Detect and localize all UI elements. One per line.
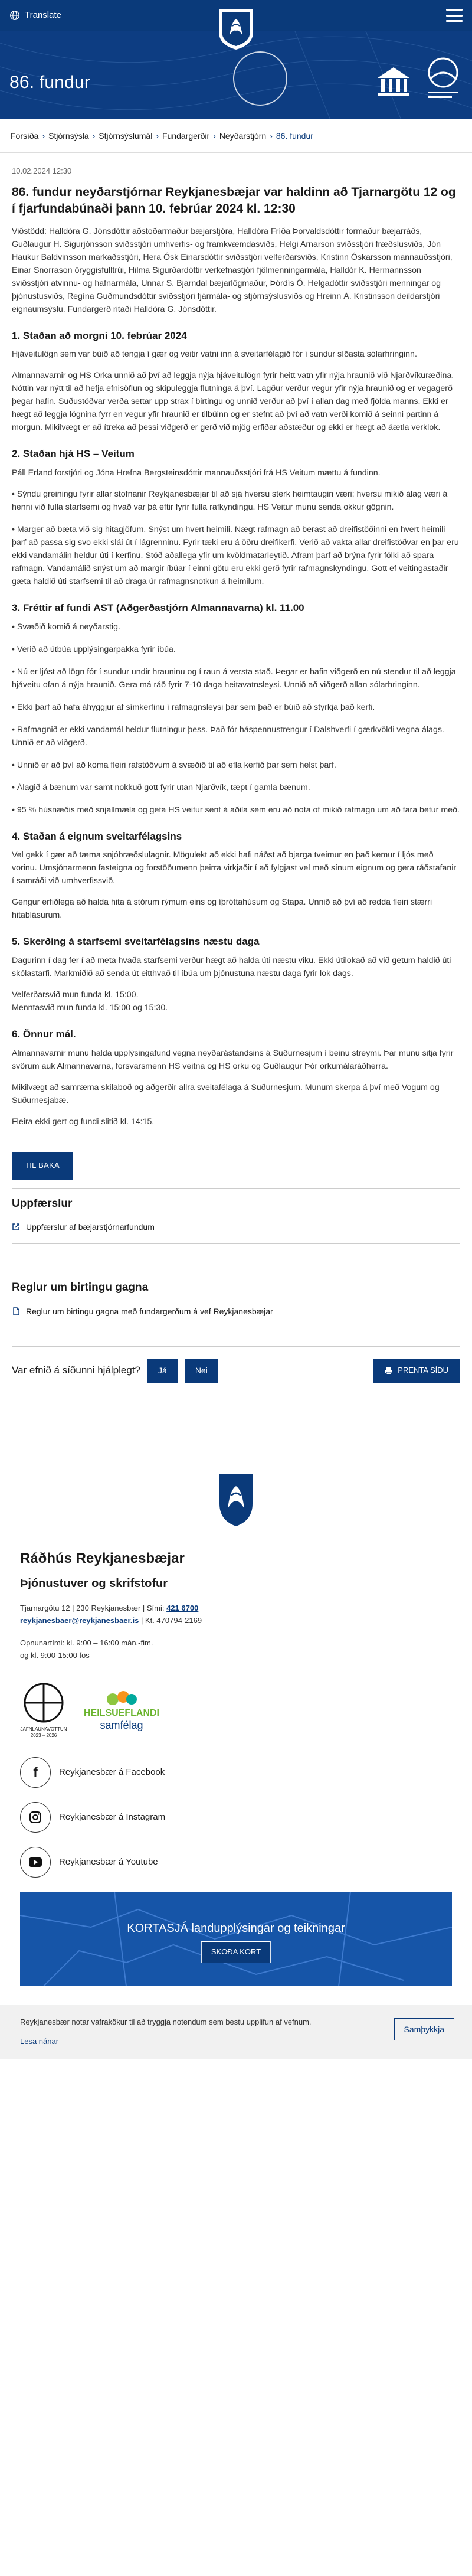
section-5-text: Dagurinn í dag fer í að meta hvaða starfsemi verður hægt að halda úti næstu viku. Ekki útilokað að við getum haldið úti skólastarfi. Markmiðið að senda út eitthvað til íbúa um þjónustuna næstu daga fyrir lok dags. — [12, 956, 451, 979]
geopark-badge — [233, 51, 287, 106]
footer-hours — [20, 1637, 452, 1662]
heilsueflandi-logo — [84, 1689, 159, 1733]
breadcrumb-home[interactable]: Forsíða — [11, 131, 39, 141]
section-3-list — [12, 621, 460, 817]
breadcrumb-separator: › — [156, 131, 159, 141]
cookie-text: Reykjanesbær notar vafrakökur til að tryggja notendum sem bestu upplifun af vefnum. — [20, 2017, 312, 2026]
breadcrumb-separator: › — [270, 131, 273, 141]
footer-title: Ráðhús Reykjanesbæjar — [20, 1550, 185, 1567]
section-2-text: Páll Erland forstjóri og Jóna Hrefna Bergsteinsdóttir mannauðsstjóri frá HS Veitum mættu á fundinn. — [12, 468, 381, 478]
map-view-button[interactable]: SKOÐA KORT — [201, 1941, 271, 1963]
breadcrumb-separator: › — [92, 131, 96, 141]
section-6-text: Almannavarnir munu halda upplýsingafund vegna neyðarástandsins á Suðurnesjum í beinu streymi. Þar munu sitja fyrir svörum auk Almannavarna, forsvarsmenn HS veitna og HS orku og Guðlaugur Þór orkumálaráðherra. — [12, 1048, 454, 1071]
breadcrumb-separator: › — [42, 131, 45, 141]
breadcrumb-neydarstjorn[interactable]: Neyðarstjórn — [219, 131, 267, 141]
instagram-icon — [20, 1802, 51, 1833]
breadcrumb-separator: › — [213, 131, 216, 141]
footer-contact — [20, 1602, 452, 1627]
section-6-text: Mikilvægt að samræma skilaboð og aðgerðir allra sveitafélaga á Suðurnesjum. Munum skerpa á því með Vogum og Suðurnesjabæ. — [12, 1082, 440, 1105]
heilsueflandi-icon — [101, 1689, 142, 1706]
list-item: • Ekki þarf að hafa áhyggjur af símkerfinu í rafmagnsleysi þar sem það er búið að styrkja það kerfi. — [12, 702, 375, 712]
list-item: • Svæðið komið á neyðarstig. — [12, 622, 120, 632]
cookie-read-more[interactable]: Lesa nánar — [20, 2036, 59, 2046]
footer-kt: | Kt. 470794-2169 — [139, 1616, 202, 1625]
article-date: 10.02.2024 12:30 — [12, 166, 72, 176]
jafnlauna-label: JAFNLAUNAVOTTUN 2023 – 2026 — [20, 1726, 67, 1739]
print-label: PRENTA SÍÐU — [398, 1366, 448, 1375]
cookie-banner — [0, 2005, 472, 2059]
reykjanesbaer-crest-icon — [217, 1472, 255, 1529]
unesco-temple-icon — [373, 60, 414, 102]
section-4-text: Gengur erfiðlega að halda hita á stórum rýmum eins og íþróttahúsum og Stapa. Unnið að því að redda fleiri stærri hitablásurum. — [12, 897, 432, 920]
section-6-heading: 6. Önnur mál. — [12, 1029, 76, 1040]
heilsueflandi-sub: samfélag — [100, 1719, 143, 1731]
top-bar — [0, 0, 472, 31]
feedback-bar — [12, 1346, 460, 1395]
translate-button[interactable] — [9, 9, 61, 22]
reykjanesbaer-logo[interactable] — [218, 8, 254, 51]
breadcrumb-stjornsysla[interactable]: Stjórnsýsla — [48, 131, 89, 141]
rules-heading: Reglur um birtingu gagna — [12, 1281, 149, 1294]
footer-address: Tjarnargötu 12 | 230 Reykjanesbær | Sími: — [20, 1603, 167, 1612]
updates-link[interactable] — [12, 1221, 460, 1244]
footer-subtitle: Þjónustuver og skrifstofur — [20, 1576, 168, 1590]
feedback-question: Var efnið á síðunni hjálplegt? — [12, 1364, 141, 1376]
breadcrumb-stjornsyslumal[interactable]: Stjórnsýslumál — [99, 131, 153, 141]
youtube-label: Reykjanesbær á Youtube — [59, 1856, 158, 1867]
facebook-label: Reykjanesbær á Facebook — [59, 1767, 165, 1777]
list-item: • 95 % húsnæðis með snjallmæla og geta HS veitur sent á aðila sem eru að nota of mikið rafmagn um að fara betur með. — [12, 805, 460, 815]
feedback-no-button[interactable]: Nei — [185, 1359, 218, 1382]
attendees-text: Viðstödd: Halldóra G. Jónsdóttir aðstoðarmaður bæjarstjóra, Halldóra Fríða Þorvaldsdóttir formaður bæjarráðs, Guðlaugur H. Sigurjónsson sviðsstjóri umhverfis- og framkvæmdasviðs, Helgi Arnarson sviðsstjóri fræðslusviðs, Jón Haukur Baldvinsson markaðsstjóri, Hera Ósk Einarsdóttir sviðsstjóri velferðarsviðs, Kristinn Óskarsson mannauðsstjóri, Einar Snorrason öryggisfulltrúi, Hilma Sigurðardóttir verkefnastjóri fjölmenningarmála, Halldór K. Hermannsson sviðsstjóri atvinnu- og hafnarmála, Unnar S. Bjarndal bæjarlögmaður, Þórdís Ó. Helgadóttir sviðsstjóri menningar og þjónustusviðs, Regína Guðmundsdóttir sviðsstjóri fjármála- og stjórnsýslusviðs og Hreinn Á. Kristinsson deildarstjóri eignaumsýslu. Fundargerð ritaði Halldóra G. Jónsdóttir. — [12, 226, 453, 314]
global-geopark-icon — [422, 55, 464, 107]
unesco-logos — [373, 55, 464, 107]
list-item: • Nú er ljóst að lögn fór í sundur undir hrauninu og í raun á versta stað. Þegar er hafin viðgerð en nú stendur til að leggja hjáveitu ofan á nýja hraunið. Gera má ráð fyrir 7-10 daga heitavatnsleysi. Unnið að viðgerð allan sólarhringinn. — [12, 667, 456, 690]
list-item: • Verið að útbúa upplýsingarpakka fyrir íbúa. — [12, 644, 176, 654]
heilsueflandi-label: HEILSUEFLANDI — [84, 1707, 159, 1718]
article-title: 86. fundur neyðarstjórnar Reykjanesbæjar var haldinn að Tjarnargötu 12 og í fjarfundabúnaði þann 10. febrúar 2024 kl. 12:30 — [12, 185, 456, 216]
breadcrumb-current[interactable]: 86. fundur — [276, 131, 313, 141]
list-item: • Rafmagnið er ekki vandamál heldur flutningur þess. Það fór háspennustrengur í Dalshverfi í gærkvöldi vegna álags. Unnið er að viðgerð. — [12, 724, 444, 747]
jafnlauna-icon — [23, 1682, 64, 1723]
back-button[interactable]: TIL BAKA — [12, 1152, 73, 1180]
jafnlaunavottun-logo — [20, 1682, 67, 1739]
page-title: 86. fundur — [9, 73, 91, 92]
section-5-meetings: Velferðarsvið mun funda kl. 15:00. Menntasvið mun funda kl. 15:00 og 15:30. — [12, 990, 168, 1013]
breadcrumb — [0, 119, 472, 153]
rules-link-label: Reglur um birtingu gagna með fundargerðum á vef Reykjanesbæjar — [26, 1306, 273, 1316]
facebook-icon: f — [20, 1757, 51, 1788]
footer-hours-1: Opnunartími: kl. 9:00 – 16:00 mán.-fim. — [20, 1638, 153, 1647]
youtube-link[interactable] — [20, 1847, 452, 1878]
globe-icon — [9, 10, 20, 21]
section-5-heading: 5. Skerðing á starfsemi sveitarfélagsins næstu daga — [12, 936, 260, 948]
section-3-heading: 3. Fréttir af fundi AST (Aðgerðastjórn Almannavarna) kl. 11.00 — [12, 602, 304, 614]
list-item: • Marger að bæta við sig hitagjöfum. Snýst um hvert heimili. Nægt rafmagn að berast að dreifistöðinni en hvert heimili þarf að passa sig svo ekki slái út í lágrenninu. Fyrir tæki eru á öðru dreifikerfi. Verið að vakta allar dreifistöðvar en þar eru ekki vandamálin heldur úti í kerfinu. Stóð aðallega yfir um kvöldmatarleytið. Áfram þarf að brýna fyrir fólki að spara rafmagn. Vandamálið snýst um að margir íbúar í einni götu eru ekki gerð fyrir rafmagnskyndingu. Gott ef veitingastaðir gæta haldið úti starfsemi til að draga úr rafmagnsnotkun á heimilum. — [12, 525, 459, 587]
footer-phone[interactable]: 421 6700 — [166, 1603, 199, 1612]
map-banner[interactable] — [20, 1892, 452, 1986]
section-2-heading: 2. Staðan hjá HS – Veitum — [12, 448, 135, 460]
section-1-text: Hjáveitulögn sem var búið að tengja í gær og veitir vatni inn á sveitarfélagið fór í sundur síðasta sólarhringinn. — [12, 350, 417, 360]
section-4-heading: 4. Staðan á eignum sveitarfélagsins — [12, 830, 182, 842]
document-icon — [12, 1307, 20, 1315]
section-4-text: Vel gekk í gær að tæma snjóbræðslulagnir. Mögulekt að ekki hafi náðst að bjarga tveimur en það kemur í ljós með vorinu. Umsjónarmenn fasteigna og forstöðumenn þeirra virkjaðir í að fylgjast vel með sínum eignum og gera ráðstafanir í samráði við umhverfissvið. — [12, 850, 457, 886]
map-pattern — [20, 1892, 452, 1986]
external-link-icon — [12, 1223, 20, 1231]
feedback-yes-button[interactable]: Já — [148, 1359, 178, 1382]
menu-icon[interactable] — [446, 9, 463, 22]
print-button[interactable] — [373, 1359, 460, 1383]
footer-hours-2: og kl. 9:00-15:00 fös — [20, 1651, 90, 1660]
cookie-accept-button[interactable]: Samþykkja — [394, 2018, 454, 2040]
section-1-text: Almannavarnir og HS Orka unnið að því að leggja nýja hjáveitulögn fyrir heitt vatn yfir nýja hraunið við Njarðvíkuræðina. Nóttin var nýtt til að hefja efnisöflun og skipuleggja flutninga á því. Lagður verður vegur yfir nýja hraunið og er vegagerð þegar hafin. Suðustöðvar verða settar upp strax í birtingu og unnið verður að því í allan dag með fjölda manns. Ekki er hægt að leggja lögnina fyrr en vegur yfir hraunið er tilbúinn og er stefnt að því að vatn verði komið á seinni partinn á morgun. Mikilvægt er að ítreka að þessi viðgerð er gerð við mjög erfiðar aðstæður og ekki er hægt að áætla verklok. — [12, 371, 454, 433]
footer — [0, 1472, 472, 1986]
footer-logo — [20, 1472, 452, 1529]
instagram-label: Reykjanesbær á Instagram — [59, 1811, 166, 1822]
article — [0, 153, 472, 1187]
section-2-list — [12, 488, 460, 588]
partner-logos — [20, 1682, 452, 1739]
printer-icon — [385, 1367, 393, 1375]
section-1-heading: 1. Staðan að morgni 10. febrúar 2024 — [12, 329, 187, 341]
list-item: • Sýndu greiningu fyrir allar stofnanir Reykjanesbæjar til að sjá hversu sterk heimtaugin væri; hversu mikið álag væri á henni við fulla starfsemi og hvað var þá eftir fyrir fulla rafkyndingu. HS Veitur munu senda okkur gögnin. — [12, 489, 448, 512]
instagram-link[interactable] — [20, 1802, 452, 1833]
list-item: • Álagið á bænum var samt nokkuð gott fyrir utan Njarðvík, tæpt í gamla bænum. — [12, 782, 310, 792]
facebook-link[interactable] — [20, 1757, 452, 1788]
updates-heading: Uppfærslur — [12, 1188, 460, 1212]
youtube-icon — [20, 1847, 51, 1878]
translate-label: Translate — [25, 10, 61, 21]
rules-link[interactable] — [12, 1305, 460, 1328]
closing-text: Fleira ekki gert og fundi slitið kl. 14:15. — [12, 1116, 155, 1127]
breadcrumb-fundargerdir[interactable]: Fundargerðir — [162, 131, 210, 141]
list-item: • Unnið er að því að koma fleiri rafstöðvum á svæðið til að efla kerfið þar sem helst þarf. — [12, 760, 336, 770]
map-title: KORTASJÁ landupplýsingar og teikningar — [127, 1921, 345, 1935]
footer-email[interactable]: reykjanesbaer@reykjanesbaer.is — [20, 1616, 139, 1625]
updates-link-label: Uppfærslur af bæjarstjórnarfundum — [26, 1222, 155, 1232]
